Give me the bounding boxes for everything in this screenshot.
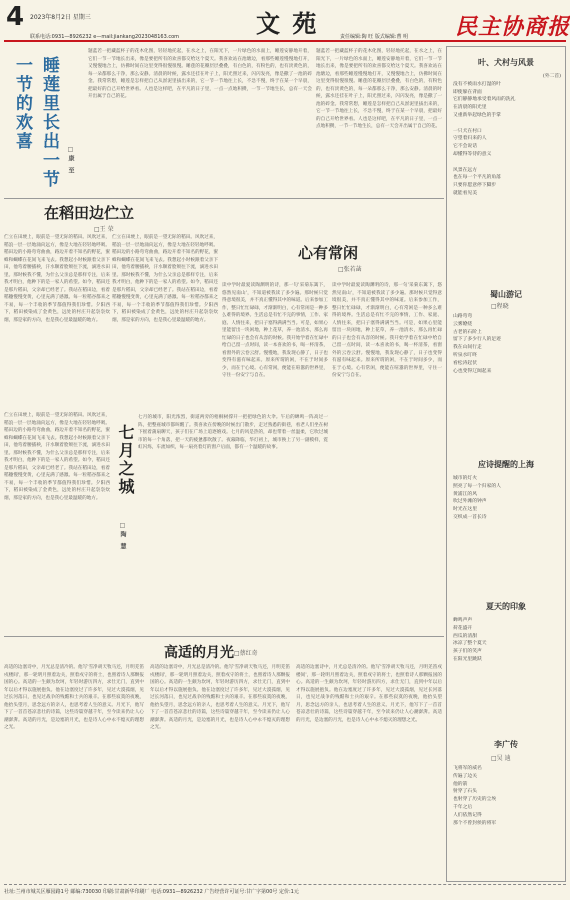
poem-line: 它们静静地承受着风雨的洗礼 — [453, 97, 516, 103]
poem-line: 蝉鸣声声 — [453, 618, 473, 623]
page-number: 4 — [6, 2, 25, 32]
article-2-body: 伫立在田埂上，眼前是一望无际的稻田。风吹过来，稻浪一层一层地涌向远方，像是大地在轻轻地呼吸。稻田边的小路弯弯曲曲，路边开着不知名的野花，蜜蜂和蝴蝶在花间飞来飞去。我想起小时候跟着父亲下田，他弯着腰插秧，汗水顺着脸颊往下流，滴进水田里。那时候我不懂，为什么父亲总是那样专注，后来我才明白，他种下的是一家人的希望。如今，稻田还是那片稻田，父亲却已经老了。我站在稻田边，看着稻穗慢慢变黄，心里充满了感激。每一粒稻谷都来之不易，每一个丰收的季节都值得我们珍惜。夕阳西下，稻田被染成了金黄色，远处的村庄升起袅袅炊烟，那是家的方向，也是我心里最温暖的地方。 — [4, 235, 110, 323]
divider — [4, 198, 444, 199]
contact-info: 联系电话:0931—8926232 e—mail:jiankang2023048163.com — [30, 34, 180, 40]
article-1-continued: 题蓝若一把藏蓝杯子的花木化图，轻轻地托起，在水之上，在阳光下，一片绿色的水面上，睡莲安静地开着，它们一节一节地长出来，像是要把所有的欢喜都交给这个夏天。我喜欢站在池塘边，看那些睡莲慢慢地打开，又慢慢地合上，仿佛时间在这里变得很慢很慢。睡莲的花瓣层层叠叠，有白色的，有粉色的，也有淡黄色的，每一朵都那么干净，那么安静。清晨的时候，露水还挂在叶子上，阳光照过来，闪闪发亮，像是撒了一池的碎金。我常常想，睡莲是怎样把自己从淤泥里拔出来的，它一节一节地往上长，不急不慢，终于在某一个早晨，把最好的自己开给世界看。人也是这样吧，在平凡的日子里，一点一点地积攒，一节一节地生长，总有一天会开出属于自己的花。 — [316, 49, 442, 129]
footer-rule — [4, 884, 566, 885]
article-4-body-col2: 读中学时最爱读陶渊明的诗，那一句'采菊东篱下，悠然见南山'，不知道被我读了多少遍。那时候只觉得意境很美，并不真正懂得其中的味道。后来参加工作，整日忙忙碌碌，才渐渐明白，心有常闲是一种多么难得的境界。生活总是有忙不完的事情，工作、家庭、人情往来，把日子塞得满满当当。可是，如果心里能留出一块闲地，种上花草，养一池清水，那么再忙碌的日子也会有从容的时候。我开始学着在忙碌中给自己留一点时间，读一本喜欢的书，喝一杯清茶，看窗外的云卷云舒。慢慢地，我发现心静了，日子也变得有滋有味起来。原来所谓的闲，不在于时间多少，而在于心境。心有常闲，便能在喧嚣的世界里，守住一份安宁与自在。 — [332, 283, 442, 378]
editor-credits: 责任编辑:陶 旺 版式编辑:曹 明 — [340, 34, 409, 40]
poem-line: 即使躲在背面 — [453, 89, 482, 95]
poem-line: 心也变得辽阔起来 — [453, 368, 492, 374]
footer-info: 社址:兰州市城关区雁园路1号 邮编:730030 印刷:甘肃新华印刷厂 电话:0931—8926232 广告经营许可证号:甘广字第00号 定价:1元 — [4, 889, 299, 895]
poem-line: 西瓜的清甜 — [453, 633, 477, 639]
poem-line: 它不会说话 — [453, 144, 477, 150]
article-4 — [218, 202, 444, 632]
poem-line: 也射穿了历史的尘埃 — [453, 797, 497, 803]
poem-line: 照亮了每一个归家的人 — [453, 483, 501, 489]
poem-line: 冰凉了整个夏天 — [453, 641, 487, 647]
header-rule — [4, 40, 566, 42]
poem-line: 传遍了边关 — [453, 773, 477, 779]
poem-line: 风景在远方 — [453, 167, 477, 173]
article-1-title-text: 睡莲里长出一节一节的欢喜 — [12, 56, 59, 189]
article-1-body: 题蓝若一把藏蓝杯子的花木化图，轻轻地托起，在水之上，在阳光下，一片绿色的水面上，睡莲安静地开着，它们一节一节地长出来，像是要把所有的欢喜都交给这个夏天。我喜欢站在池塘边，看那些睡莲慢慢地打开，又慢慢地合上，仿佛时间在这里变得很慢很慢。睡莲的花瓣层层叠叠，有白色的，有粉色的，也有淡黄色的，每一朵都那么干净，那么安静。清晨的时候，露水还挂在叶子上，阳光照过来，闪闪发亮，像是撒了一池的碎金。我常常想，睡莲是怎样把自己从淤泥里拔出来的，它一节一节地往上长，不急不慢，终于在某一个早晨，把最好的自己开给世界看。人也是这样吧，在平凡的日子里，一点一点地积攒，一节一节地生长，总有一天会开出属于自己的花。 — [88, 49, 312, 99]
poem-line — [453, 120, 561, 128]
article-5-body: 高适的边塞诗中，月光总是清冷的。他写'雪净胡天牧马还，月明羌笛戍楼间'，那一轮明月照着边关，照着戍守的将士，也照着诗人那颗报国的心。高适的一生颇为坎坷，年轻时游历四方，求仕无门，直到中年以后才得以施展抱负。他在边塞度过了许多年，见过大漠孤烟，见过长河落日，也见过战争的残酷和士兵的艰辛。在那些寂寞的夜晚，他抬头望月，思念远方的亲人，也思考着人生的意义。月光下，他写下了一首首苍凉悲壮的诗篇，这些诗篇穿越千年，至今读来仍让人心潮澎湃。高适的月光，是边塞的月光，也是诗人心中永不熄灭的理想之光。 — [4, 665, 144, 730]
article-4-title: 心有常闲 — [298, 244, 359, 262]
sidebar-poem-author: (外二首) — [542, 74, 561, 79]
article-3-author: □陶 慧 — [119, 522, 126, 552]
poem-line: 也在每一个平凡的角落 — [453, 175, 501, 181]
poem-line: 黄浦江的风 — [453, 491, 477, 497]
article-2-body-col2: 伫立在田埂上，眼前是一望无际的稻田。风吹过来，稻浪一层一层地涌向远方，像是大地在轻轻地呼吸。稻田边的小路弯弯曲曲，路边开着不知名的野花，蜜蜂和蝴蝶在花间飞来飞去。我想起小时候跟着父亲下田，他弯着腰插秧，汗水顺着脸颊往下流，滴进水田里。那时候我不懂，为什么父亲总是那样专注，后来我才明白，他种下的是一家人的希望。如今，稻田还是那片稻田，父亲却已经老了。我站在稻田边，看着稻穗慢慢变黄，心里充满了感激。每一粒稻谷都来之不易，每一个丰收的季节都值得我们珍惜。夕阳西下，稻田被染成了金黄色，远处的村庄升起袅袅炊烟，那是家的方向，也是我心里最温暖的地方。 — [112, 235, 218, 323]
sidebar — [446, 46, 566, 882]
article-5-author: □蔡红奇 — [234, 650, 258, 657]
section-title: 文 苑 — [256, 9, 319, 38]
poem-line: 古老的石阶上 — [453, 329, 482, 335]
poem-line: 千年之后 — [453, 804, 473, 810]
poem-line: 守望着归来的人 — [453, 136, 487, 142]
poem-line: 山路弯弯 — [453, 314, 473, 319]
poem-line: 城市的灯火 — [453, 476, 477, 481]
article-3-body: 七月的城市，阳光浓烈，街道两旁的梧桐树撑开一把把绿色的大伞。午后的蝉鸣一阵高过一阵，把整座城市都叫醒了。我喜欢在傍晚的时候出门散步，走过熟悉的街巷，看老人们坐在树下摇着蒲扇聊天，孩子们在广场上追逐嬉戏。七月的风是热的，却也带着一丝温柔，它吹过城市的每一个角落，把一天的疲惫都吹散了。夜幕降临，华灯初上，城市换上了另一副模样，霓虹闪烁，车流如织，每一扇亮着灯的窗户后面，都有一个温暖的故事。 — [138, 415, 328, 450]
article-2-author: □王 荣 — [94, 226, 114, 233]
poem-line: 吹过外滩的钟声 — [453, 499, 487, 505]
poem-line: 留下了多少行人的足迹 — [453, 337, 501, 343]
article-4-body: 读中学时最爱读陶渊明的诗，那一句'采菊东篱下，悠然见南山'，不知道被我读了多少遍。那时候只觉得意境很美，并不真正懂得其中的味道。后来参加工作，整日忙忙碌碌，才渐渐明白，心有常闲是一种多么难得的境界。生活总是有忙不完的事情，工作、家庭、人情往来，把日子塞得满满当当。可是，如果心里能留出一块闲地，种上花草，养一池清水，那么再忙碌的日子也会有从容的时候。我开始学着在忙碌中给自己留一点时间，读一本喜欢的书，喝一杯清茶，看窗外的云卷云舒。慢慢地，我发现心静了，日子也变得有滋有味起来。原来所谓的闲，不在于时间多少，而在于心境。心有常闲，便能在喧嚣的世界里，守住一份安宁与自在。 — [222, 283, 328, 378]
sidebar-poem-2-author: □程晓 — [491, 303, 509, 310]
poem-line: 孩子们的笑声 — [453, 649, 482, 655]
sidebar-poem-1-body — [453, 73, 561, 223]
poem-line: 时光在这里 — [453, 507, 477, 513]
poem-line: 一只犬在村口 — [453, 128, 482, 134]
divider — [4, 636, 444, 637]
publication-date: 2023年8月2日 星期三 — [30, 14, 91, 21]
sidebar-poem-4-body — [453, 617, 561, 717]
sidebar-poem-2-body — [453, 313, 561, 453]
poem-line: 在清晨的阳光里 — [453, 105, 487, 111]
sidebar-poem-5-title: 李广传 — [494, 739, 518, 749]
article-2-body-col3: 伫立在田埂上，眼前是一望无际的稻田。风吹过来，稻浪一层一层地涌向远方，像是大地在轻轻地呼吸。稻田边的小路弯弯曲曲，路边开着不知名的野花，蜜蜂和蝴蝶在花间飞来飞去。我想起小时候跟着父亲下田，他弯着腰插秧，汗水顺着脸颊往下流，滴进水田里。那时候我不懂，为什么父亲总是那样专注，后来我才明白，他种下的是一家人的希望。如今，稻田还是那片稻田，父亲却已经老了。我站在稻田边，看着稻穗慢慢变黄，心里充满了感激。每一粒稻谷都来之不易，每一个丰收的季节都值得我们珍惜。夕阳西下，稻田被染成了金黄色，远处的村庄升起袅袅炊烟，那是家的方向，也是我心里最温暖的地方。 — [4, 413, 110, 501]
sidebar-poem-2-title: 蜀山游记 — [490, 289, 522, 299]
poem-line — [453, 159, 561, 167]
poem-line: 云雾缭绕 — [453, 321, 473, 327]
article-3-title: 七月之城 — [116, 424, 135, 496]
poem-line: 他的箭 — [453, 781, 468, 787]
poem-line: 又重新举起绿色的手掌 — [453, 112, 501, 118]
article-2-title: 在稻田边伫立 — [44, 204, 135, 222]
sidebar-poem-1-title: 叶、犬村与风景 — [478, 57, 534, 67]
article-5-body-col2: 高适的边塞诗中，月光总是清冷的。他写'雪净胡天牧马还，月明羌笛戍楼间'，那一轮明月照着边关，照着戍守的将士，也照着诗人那颗报国的心。高适的一生颇为坎坷，年轻时游历四方，求仕无门，直到中年以后才得以施展抱负。他在边塞度过了许多年，见过大漠孤烟，见过长河落日，也见过战争的残酷和士兵的艰辛。在那些寂寞的夜晚，他抬头望月，思念远方的亲人，也思考着人生的意义。月光下，他写下了一首首苍凉悲壮的诗篇，这些诗篇穿越千年，至今读来仍让人心潮澎湃。高适的月光，是边塞的月光，也是诗人心中永不熄灭的理想之光。 — [150, 665, 290, 730]
poem-line: 没有不被雨水打湿的叶 — [453, 81, 501, 87]
sidebar-poem-4-title: 夏天的印象 — [486, 601, 526, 611]
article-5-title: 高适的月光 — [164, 645, 234, 661]
newspaper-logo: 民主协商报 — [455, 14, 570, 40]
poem-line: 听泉水叮咚 — [453, 352, 477, 358]
poem-line: 那个不曾封侯的将军 — [453, 820, 497, 826]
poem-line: 就能看见美 — [453, 190, 477, 196]
sidebar-poem-3-body — [453, 475, 561, 575]
sidebar-poem-5-body — [453, 765, 561, 875]
article-4-author: □张若菡 — [338, 266, 362, 273]
poem-line: 人们依然记得 — [453, 812, 482, 818]
article-1-title — [6, 56, 62, 196]
article-1-author: □康 至 — [67, 146, 74, 176]
poem-line: 射穿了石头 — [453, 789, 477, 795]
article-1 — [4, 46, 314, 196]
poem-line: 交织成一首长诗 — [453, 514, 487, 520]
poem-line: 我在山间行走 — [453, 345, 482, 351]
poem-line: 只要你愿意停下脚步 — [453, 183, 497, 189]
poem-line: 却懂得等待的意义 — [453, 151, 492, 157]
poem-line: 荷花盛开 — [453, 625, 473, 631]
article-5-body-col3: 高适的边塞诗中，月光总是清冷的。他写'雪净胡天牧马还，月明羌笛戍楼间'，那一轮明月照着边关，照着戍守的将士，也照着诗人那颗报国的心。高适的一生颇为坎坷，年轻时游历四方，求仕无门，直到中年以后才得以施展抱负。他在边塞度过了许多年，见过大漠孤烟，见过长河落日，也见过战争的残酷和士兵的艰辛。在那些寂寞的夜晚，他抬头望月，思念远方的亲人，也思考着人生的意义。月光下，他写下了一首首苍凉悲壮的诗篇，这些诗篇穿越千年，至今读来仍让人心潮澎湃。高适的月光，是边塞的月光，也是诗人心中永不熄灭的理想之光。 — [296, 665, 442, 723]
poem-line: 飞将军的威名 — [453, 766, 482, 771]
poem-line: 看松涛起伏 — [453, 360, 477, 366]
poem-line: 在阳光里跳跃 — [453, 656, 482, 662]
sidebar-poem-3-title: 应诗提醒的上海 — [478, 459, 534, 469]
sidebar-poem-5-author: □吴 迪 — [491, 755, 511, 762]
article-5 — [4, 640, 444, 880]
